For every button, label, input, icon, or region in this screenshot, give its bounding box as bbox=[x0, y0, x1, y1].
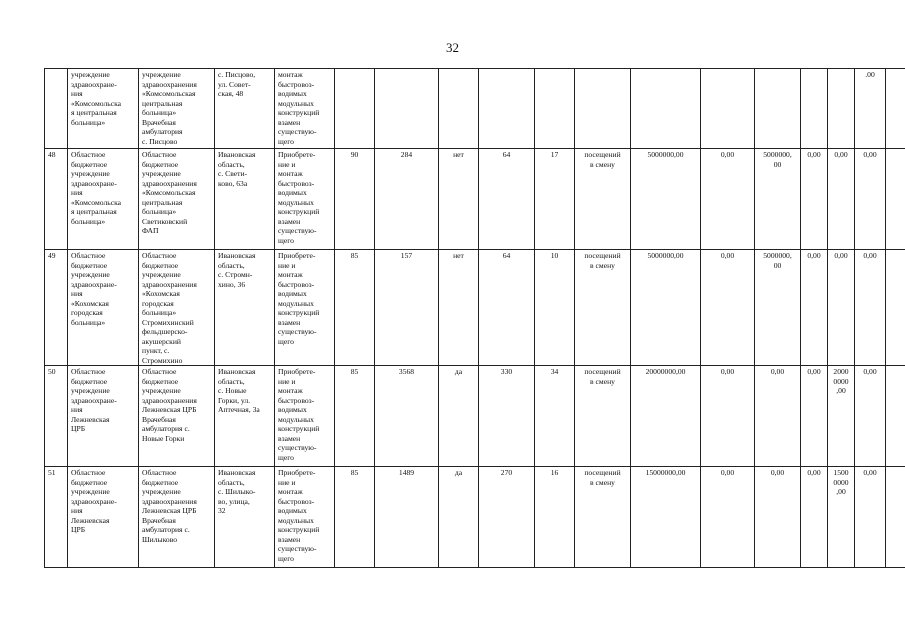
cell-address: Ивановская область, с. Шилыко- во, улица, 32 bbox=[215, 467, 275, 568]
cell-total-cost: 5000000,00 bbox=[631, 250, 701, 366]
cell-unit: посещений в смену bbox=[575, 467, 631, 568]
cell-row-number bbox=[45, 69, 68, 149]
cell-recipient: Областное бюджетное учреждение здравоохране- ния Лежневская ЦРБ bbox=[68, 467, 139, 568]
cell-capacity: 90 bbox=[335, 149, 375, 250]
cell-federal-2019: 0,00 bbox=[701, 467, 755, 568]
table-row bbox=[45, 366, 905, 467]
cell-federal-2020: 5000000, 00 bbox=[755, 250, 801, 366]
cell-staff: 10 bbox=[535, 250, 575, 366]
cell-staff bbox=[535, 69, 575, 149]
cell-license: нет bbox=[439, 250, 479, 366]
cell-federal-2019: 0,00 bbox=[701, 366, 755, 467]
cell-unit: посещений в смену bbox=[575, 149, 631, 250]
cell-recipient: Областное бюджетное учреждение здравоохране- ния «Кохомская городская больница» bbox=[68, 250, 139, 366]
cell-license: да bbox=[439, 467, 479, 568]
cell-recipient: Областное бюджетное учреждение здравоохране- ния «Комсомольска я центральная больница» bbox=[68, 149, 139, 250]
cell-work-type: Приобрете- ние и монтаж быстровоз- водимых модульных конструкций взамен существую- щего bbox=[275, 149, 335, 250]
cell-regional-2019: 0,00 bbox=[828, 250, 855, 366]
cell-total-cost: 20000000,00 bbox=[631, 366, 701, 467]
cell-population: 1489 bbox=[375, 467, 439, 568]
cell-regional-2020: 0,00 bbox=[855, 366, 886, 467]
cell-capacity: 85 bbox=[335, 250, 375, 366]
cell-total-cost: 15000000,00 bbox=[631, 467, 701, 568]
cell-unit bbox=[575, 69, 631, 149]
cell-federal-2020: 0,00 bbox=[755, 366, 801, 467]
cell-staff: 34 bbox=[535, 366, 575, 467]
cell-federal-2021: 0,00 bbox=[801, 467, 828, 568]
cell-address: Ивановская область, с. Новые Горки, ул. Аптечная, 3а bbox=[215, 366, 275, 467]
cell-total-cost: 5000000,00 bbox=[631, 149, 701, 250]
cell-license: нет bbox=[439, 149, 479, 250]
cell-license bbox=[439, 69, 479, 149]
cell-staff: 16 bbox=[535, 467, 575, 568]
cell-regional-2020: 0,00 bbox=[855, 250, 886, 366]
cell-regional-2021 bbox=[886, 69, 905, 149]
cell-regional-2019 bbox=[828, 69, 855, 149]
cell-regional-2020: .00 bbox=[855, 69, 886, 149]
cell-recipient: учреждение здравоохране- ния «Комсомольска я центральная больница» bbox=[68, 69, 139, 149]
cell-license: да bbox=[439, 366, 479, 467]
cell-facility: Областное бюджетное учреждение здравоохранения Лежневская ЦРБ Врачебная амбулатория с. Новые Горки bbox=[139, 366, 215, 467]
cell-federal-2019: 0,00 bbox=[701, 250, 755, 366]
cell-visits bbox=[479, 69, 535, 149]
cell-federal-2020: 5000000, 00 bbox=[755, 149, 801, 250]
cell-federal-2020: 0,00 bbox=[755, 467, 801, 568]
cell-capacity: 85 bbox=[335, 467, 375, 568]
cell-regional-2021 bbox=[886, 250, 905, 366]
cell-row-number: 50 bbox=[45, 366, 68, 467]
cell-federal-2021: 0,00 bbox=[801, 366, 828, 467]
table-row bbox=[45, 467, 905, 568]
cell-row-number: 51 bbox=[45, 467, 68, 568]
cell-federal-2021: 0,00 bbox=[801, 149, 828, 250]
cell-address: Ивановская область, с. Свети- ково, 63а bbox=[215, 149, 275, 250]
cell-work-type: монтаж быстровоз- водимых модульных конструкций взамен существую- щего bbox=[275, 69, 335, 149]
cell-work-type: Приобрете- ние и монтаж быстровоз- водимых модульных конструкций взамен существую- щего bbox=[275, 467, 335, 568]
cell-total-cost bbox=[631, 69, 701, 149]
table-row bbox=[45, 69, 905, 149]
cell-regional-2021 bbox=[886, 467, 905, 568]
cell-facility: учреждение здравоохранения «Комсомольская центральная больница» Врачебная амбулатория с. Писцово bbox=[139, 69, 215, 149]
cell-unit: посещений в смену bbox=[575, 250, 631, 366]
cell-population: 284 bbox=[375, 149, 439, 250]
cell-regional-2020: 0,00 bbox=[855, 149, 886, 250]
cell-unit: посещений в смену bbox=[575, 366, 631, 467]
cell-visits: 64 bbox=[479, 149, 535, 250]
cell-visits: 330 bbox=[479, 366, 535, 467]
cell-work-type: Приобрете- ние и монтаж быстровоз- водимых модульных конструкций взамен существую- щего bbox=[275, 250, 335, 366]
cell-federal-2021: 0,00 bbox=[801, 250, 828, 366]
cell-recipient: Областное бюджетное учреждение здравоохране- ния Лежневская ЦРБ bbox=[68, 366, 139, 467]
cell-regional-2019: 0,00 bbox=[828, 149, 855, 250]
investment-table bbox=[44, 68, 905, 568]
cell-visits: 270 bbox=[479, 467, 535, 568]
cell-visits: 64 bbox=[479, 250, 535, 366]
cell-population: 3568 bbox=[375, 366, 439, 467]
page-number: 32 bbox=[446, 40, 459, 55]
cell-federal-2020 bbox=[755, 69, 801, 149]
cell-facility: Областное бюджетное учреждение здравоохранения «Комсомольская центральная больница» Светиковский ФАП bbox=[139, 149, 215, 250]
cell-population: 157 bbox=[375, 250, 439, 366]
cell-federal-2021 bbox=[801, 69, 828, 149]
cell-capacity: 85 bbox=[335, 366, 375, 467]
cell-regional-2021 bbox=[886, 366, 905, 467]
cell-regional-2019: 2000 0000 ,00 bbox=[828, 366, 855, 467]
cell-facility: Областное бюджетное учреждение здравоохранения «Кохомская городская больница» Стромихинский фельдшерско- акушерский пункт, с. Стромихино bbox=[139, 250, 215, 366]
cell-federal-2019 bbox=[701, 69, 755, 149]
cell-address: Ивановская область, с. Стромн- хино, 36 bbox=[215, 250, 275, 366]
cell-regional-2020: 0,00 bbox=[855, 467, 886, 568]
cell-address: с. Писцово, ул. Совет- ская, 48 bbox=[215, 69, 275, 149]
cell-regional-2021 bbox=[886, 149, 905, 250]
cell-work-type: Приобрете- ние и монтаж быстровоз- водимых модульных конструкций взамен существую- щего bbox=[275, 366, 335, 467]
table-row bbox=[45, 149, 905, 250]
cell-row-number: 48 bbox=[45, 149, 68, 250]
cell-federal-2019: 0,00 bbox=[701, 149, 755, 250]
cell-population bbox=[375, 69, 439, 149]
cell-capacity bbox=[335, 69, 375, 149]
cell-facility: Областное бюджетное учреждение здравоохранения Лежневская ЦРБ Врачебная амбулатория с. Шилыково bbox=[139, 467, 215, 568]
table-row bbox=[45, 250, 905, 366]
cell-row-number: 49 bbox=[45, 250, 68, 366]
cell-regional-2019: 1500 0000 ,00 bbox=[828, 467, 855, 568]
cell-staff: 17 bbox=[535, 149, 575, 250]
